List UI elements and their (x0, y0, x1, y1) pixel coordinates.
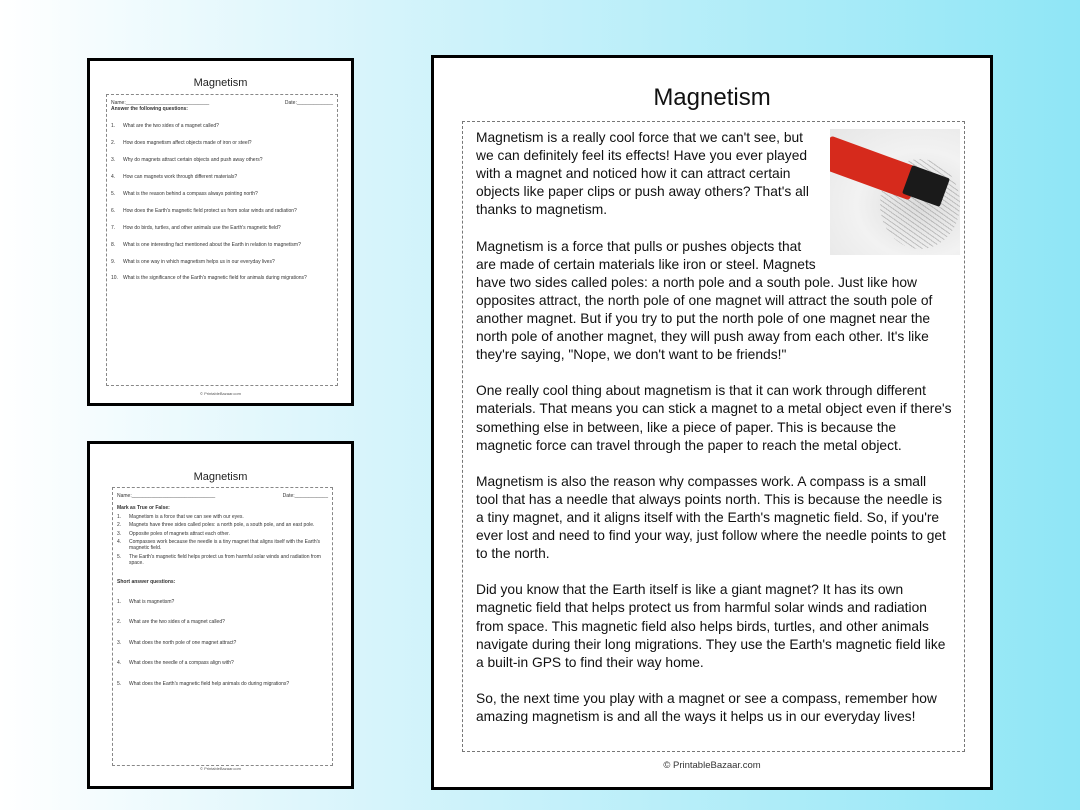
date-line: Date:____________ (282, 493, 328, 499)
worksheet1-footer: © PrintableBazaar.com (200, 391, 241, 396)
question-item-text: What are the two sides of a magnet called? (123, 123, 219, 130)
name-line: Name:______________________________ (117, 493, 216, 499)
short-answer-item (117, 619, 328, 625)
true-false-item-text: Magnetism is a force that we can see with our eyes. (129, 513, 244, 520)
true-false-item-text: Magnets have three sides called poles: a north pole, a south pole, and an east pole. (129, 522, 315, 529)
passage-paragraph: One really cool thing about magnetism is that it can work through different materials. That means you can stick a magnet to a metal object even if there's something else in between, like a piece of paper. This is because the magnetic force can travel through the paper to reach the metal object. (476, 383, 952, 453)
question-item-text: How does the Earth's magnetic field protect us from solar winds and radiation? (123, 207, 297, 214)
passage-title: Magnetism (653, 84, 771, 111)
question-item (111, 275, 333, 281)
question-item-number: 4. (111, 174, 116, 181)
short-answer-item-number: 3. (117, 639, 122, 646)
question-item-number: 9. (111, 258, 116, 265)
question-item-text: How can magnets work through different materials? (123, 174, 238, 181)
reading-passage-page (431, 55, 993, 790)
short-answer-item-number: 4. (117, 660, 122, 667)
true-false-item-text: The Earth's magnetic field helps protect us from harmful solar winds and radiation from space. (129, 553, 321, 567)
worksheet2-title: Magnetism (193, 471, 248, 483)
question-item-text: What is one way in which magnetism helps us in our everyday lives? (123, 258, 275, 265)
short-answer-item-text: What does the Earth's magnetic field help animals do during migrations? (129, 680, 290, 687)
true-false-list (117, 514, 328, 567)
question-item-text: How does magnetism affect objects made of iron or steel? (123, 140, 252, 147)
short-answer-item (117, 660, 328, 666)
magnet-photo (830, 129, 960, 255)
question-item-number: 2. (111, 140, 116, 147)
instructions: Answer the following questions: (111, 106, 188, 113)
short-answer-list (117, 599, 328, 687)
worksheet2-footer: © PrintableBazaar.com (200, 766, 241, 771)
true-false-item (117, 514, 328, 520)
question-item (111, 157, 333, 163)
short-answer-item-text: What does the needle of a compass align with? (129, 660, 234, 667)
question-item (111, 174, 333, 180)
name-date-row (117, 493, 328, 499)
short-answer-item (117, 640, 328, 646)
true-false-item-number: 5. (117, 553, 122, 560)
question-item-number: 5. (111, 190, 116, 197)
name-line: Name:______________________________ (111, 100, 210, 106)
worksheet1-title: Magnetism (193, 77, 248, 89)
question-item-text: What is the reason behind a compass always pointing north? (123, 190, 258, 197)
true-false-item (117, 554, 328, 567)
true-false-item-number: 2. (117, 522, 122, 529)
worksheet2-box (112, 487, 333, 766)
date-line: Date:_____________ (284, 100, 333, 106)
true-false-item (117, 531, 328, 537)
question-item (111, 242, 333, 248)
question-item-text: What is the significance of the Earth's magnetic field for animals during migrations? (123, 275, 307, 282)
passage-paragraph: Magnetism is also the reason why compasses work. A compass is a small tool that has a needle that always points north. This is because the needle is a tiny magnet, and it aligns itself with the Earth's magnetic field. So, if you're ever lost and need to find your way, just follow where the needle points to get to the north. (476, 473, 946, 562)
passage-paragraph: Did you know that the Earth itself is like a giant magnet? It has its own magnetic field that helps protect us from harmful solar winds and radiation from space. This magnetic field also helps birds, turtles, and other animals navigate during their long migrations. They use the Earth's magnetic field like a built-in GPS to find their way home. (476, 582, 946, 670)
true-false-item-number: 3. (117, 530, 122, 537)
question-item-number: 3. (111, 157, 116, 164)
short-answer-item-number: 2. (117, 619, 122, 626)
short-answer-heading: Short answer questions: (117, 578, 176, 585)
question-list (111, 123, 333, 282)
true-false-item-text: Compasses work because the needle is a tiny magnet that aligns itself with the Earth's magnetic field. (129, 539, 321, 552)
worksheet-questions-thumbnail (87, 58, 354, 406)
question-item-number: 1. (111, 123, 116, 130)
worksheet1-box (106, 94, 338, 386)
question-item-text: How do birds, turtles, and other animals use the Earth's magnetic field? (123, 224, 281, 231)
short-answer-item (117, 681, 328, 687)
question-item (111, 208, 333, 214)
passage-paragraph: Magnetism is a really cool force that we can't see, but we can definitely feel its effects! Have you ever played with a magnet and noticed how it can attract certain objects like paper clips or push away others? That's all thanks to magnetism. (476, 130, 809, 218)
short-answer-item-text: What does the north pole of one magnet attract? (129, 639, 237, 646)
tf-heading: Mark as True or False: (117, 505, 170, 512)
true-false-item (117, 522, 328, 528)
question-item (111, 123, 333, 129)
question-item-text: Why do magnets attract certain objects and push away others? (123, 157, 263, 164)
true-false-item-number: 1. (117, 513, 122, 520)
question-item-number: 10. (111, 275, 118, 282)
question-item-number: 6. (111, 207, 116, 214)
short-answer-item-text: What is magnetism? (129, 599, 175, 606)
true-false-item-text: Opposite poles of magnets attract each other. (129, 530, 230, 537)
true-false-item-number: 4. (117, 539, 122, 546)
short-answer-item-text: What are the two sides of a magnet called? (129, 619, 225, 626)
short-answer-item-number: 1. (117, 599, 122, 606)
true-false-item (117, 539, 328, 552)
short-answer-item (117, 599, 328, 605)
question-item (111, 140, 333, 146)
question-item-number: 8. (111, 241, 116, 248)
short-answer-item-number: 5. (117, 680, 122, 687)
question-item (111, 259, 333, 265)
passage-paragraph: Magnetism is a force that pulls or pushes objects that are made of certain materials like iron or steel. Magnets have two sides called poles: a north pole and a south pole. Just like how opposites attract, the north pole of one magnet will attract the south pole of another magnet. But if you try to put the north pole of one magnet near the north pole of another magnet, they will push away from each other. It's like they're saying, "Nope, we don't want to be friends!" (476, 238, 933, 363)
question-item-number: 7. (111, 224, 116, 231)
passage-paragraph: So, the next time you play with a magnet or see a compass, remember how amazing magnetism is and all the ways it helps us in our everyday lives! (476, 690, 937, 724)
question-item (111, 191, 333, 197)
question-item-text: What is one interesting fact mentioned about the Earth in relation to magnetism? (123, 241, 301, 248)
worksheet-true-false-thumbnail (87, 441, 354, 789)
passage-footer: © PrintableBazaar.com (663, 760, 761, 771)
passage-box (462, 121, 965, 752)
question-item (111, 225, 333, 231)
